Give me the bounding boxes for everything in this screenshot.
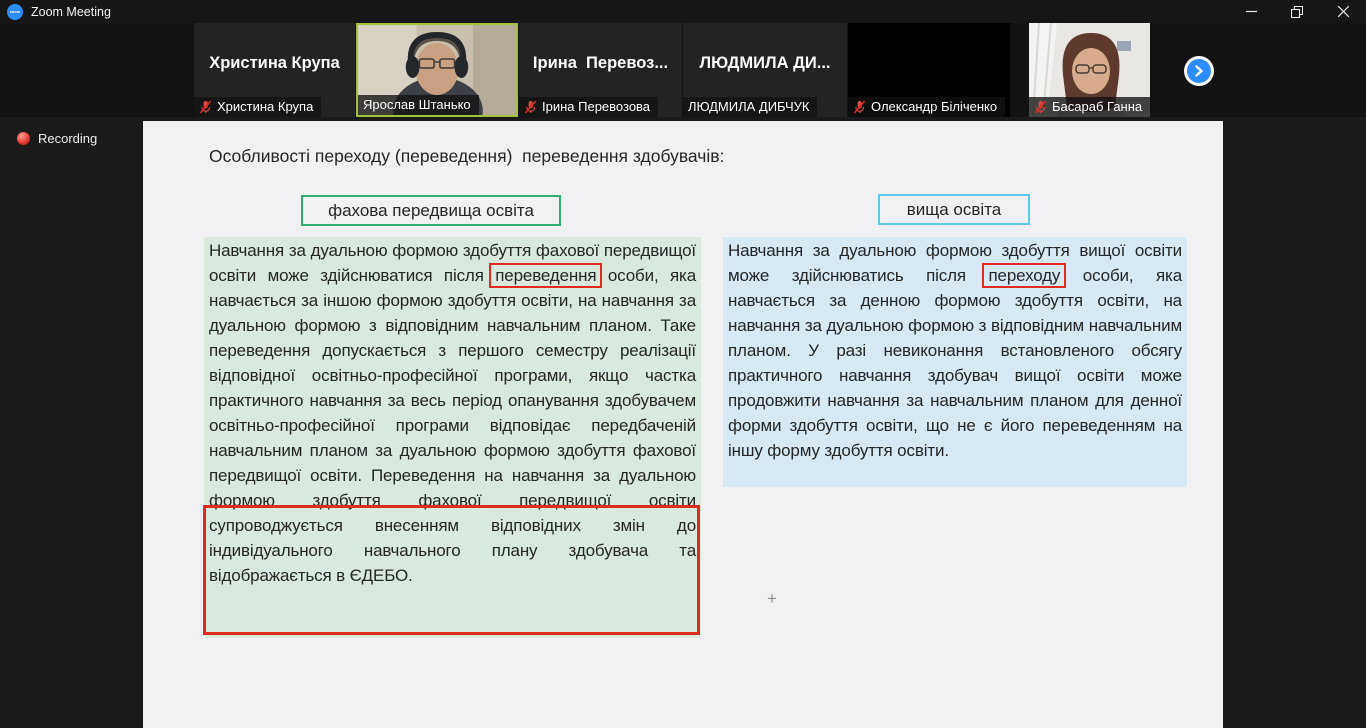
participant-tile[interactable] [519,23,682,117]
participant-tile[interactable] [1029,23,1150,117]
participant-tile[interactable] [194,23,355,117]
mic-muted-icon [524,100,537,114]
participant-tile[interactable] [356,23,518,117]
higher-education-text: Навчання за дуальною формою здобуття вищої освіти може здійснюватись після переходу особи, яка навчається за денною формою здобуття освіти, на навчання за дуальною формою з відповідним навчальним планом. У разі невиконання встановленого обсягу практичного навчання здобувач вищої освіти може продовжити навчання за навчальним планом для денної форми здобуття освіти, що не є його переведенням на іншу форму здобуття освіти. [723,237,1187,487]
participant-big-name: ЛЮДМИЛА ДИ... [699,53,831,72]
mic-muted-icon [1034,100,1047,114]
mic-muted-icon [853,100,866,114]
slide-title: Особливості переходу (переведення) переведення здобувачів: [209,146,725,166]
column-header-higher: вища освіта [878,194,1030,225]
participant-name-tag: Ярослав Штанько [358,95,479,115]
maximize-button[interactable] [1274,0,1320,23]
participant-tile[interactable] [848,23,1010,117]
column-header-vocational: фахова передвища освіта [301,195,561,226]
highlighted-word-perevedennya: переведення [489,263,602,288]
title-bar [0,0,1366,23]
participant-name-tag: Олександр Біліченко [848,97,1005,117]
participant-name-tag: Ірина Перевозова [519,97,658,117]
participant-big-name: Христина Крупа [209,53,340,72]
recording-dot-icon [17,132,30,145]
participant-name-tag: Басараб Ганна [1029,97,1150,117]
participant-big-name: Ірина Перевоз... [532,53,669,72]
highlighted-word-perekhodu: переходу [982,263,1066,288]
minimize-button[interactable] [1228,0,1274,23]
participant-name-tag: ЛЮДМИЛА ДИБЧУК [683,97,817,117]
chevron-right-icon [1194,65,1204,77]
recording-label: Recording [38,131,98,146]
participant-name-tag: Христина Крупа [194,97,321,117]
zoom-logo-icon: zoom [7,4,23,20]
recording-indicator [17,131,97,146]
crosshair-cursor: + [767,589,777,608]
close-button[interactable] [1320,0,1366,23]
window-title: Zoom Meeting [31,4,111,19]
shared-screen-slide [143,121,1223,728]
participant-tile[interactable] [683,23,847,117]
vocational-education-text: Навчання за дуальною формою здобуття фахової передвищої освіти може здійснюватися після переведення особи, яка навчається за іншою формою здобуття освіти, на навчання за дуальною формою з відповідним навчальним планом. Таке переведення допускається з першого семестру реалізації відповідної освітньо-професійної програми, якщо частка практичного навчання за весь період опанування здобувачем освітньо-професійної програми відповідає передбаченій навчальним планом за дуальною формою здобуття фахової передвищої освіти. Переведення на навчання за дуальною формою здобуття фахової передвищої освіти супроводжується внесенням відповідних змін до індивідуального навчального плану здобувача та відображається в ЄДЕБО. [204,237,701,638]
mic-muted-icon [199,100,212,114]
next-participants-button[interactable] [1184,56,1214,86]
